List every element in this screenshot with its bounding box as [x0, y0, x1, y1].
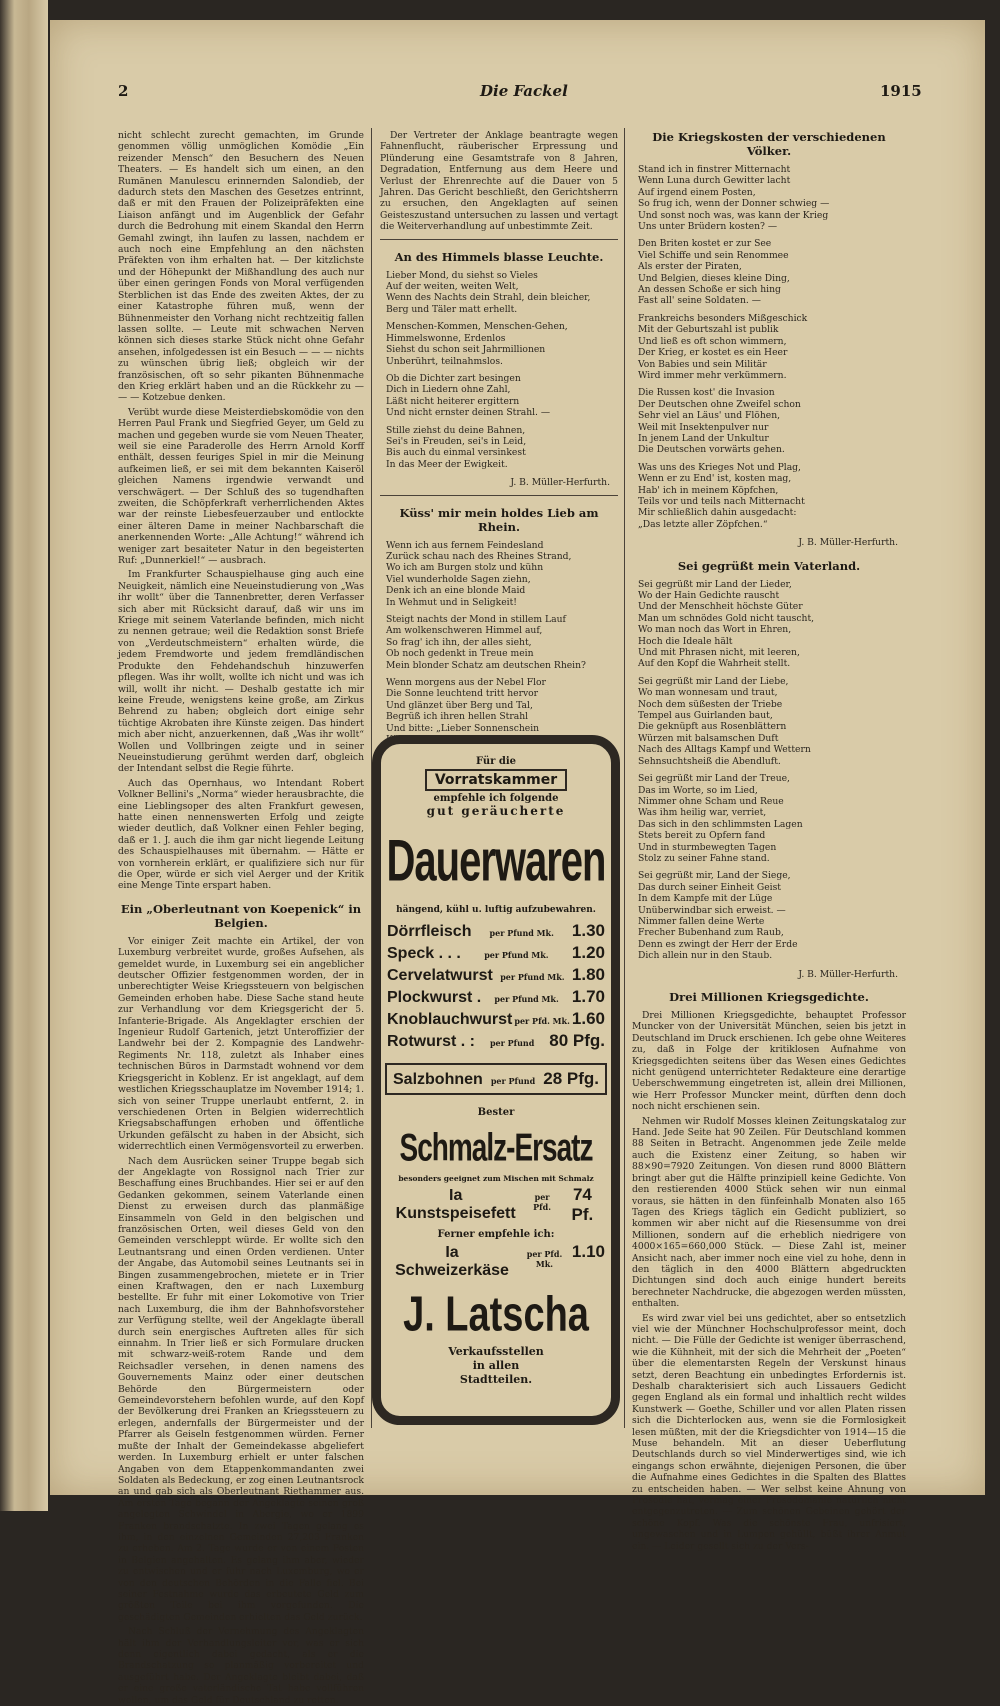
- poem-line: Menschen-Kommen, Menschen-Gehen,: [386, 321, 568, 333]
- poem-line: Stille ziehst du deine Bahnen,: [386, 424, 526, 436]
- poem-line: Denn es zwingt der Herr der Erde: [638, 938, 798, 950]
- ad-item-price: 1.80: [571, 965, 605, 984]
- article-heading: Ein „Oberleutnant von Koepenick“ in Belgien.: [120, 901, 362, 930]
- article-heading: Drei Millionen Kriegsgedichte.: [669, 990, 869, 1004]
- ad-item-unit: per Pfund Mk.: [494, 994, 559, 1004]
- poem-line: Wo man wonnesam und traut,: [638, 687, 778, 699]
- poem-line: Was uns des Krieges Not und Plag,: [638, 461, 801, 473]
- ad-price-row: [381, 1009, 611, 1029]
- ad-fuer-die: Für die: [475, 756, 517, 767]
- ad-item-price: 1.70: [571, 987, 605, 1006]
- ad-price-row: [381, 987, 611, 1007]
- book-spine-edge: [0, 0, 48, 1511]
- poem: [632, 579, 906, 962]
- poem-line: Wenn des Nachts dein Strahl, dein bleicher,: [386, 292, 591, 304]
- poem-line: Nach des Alltags Kampf und Wettern: [638, 744, 811, 756]
- poem-line: Und bitte: „Lieber Sonnenschein: [386, 722, 540, 734]
- poem-line: Sei gegrüßt mir Land der Treue,: [638, 773, 790, 785]
- article-paragraph: Nach Schluß der Vernehmung des Angeklagten hält ihm der Verhandlungsleiter vor, was er sich denn eigentlich dabei gedacht, als er die Brandschatzung so planmäßig vorbereitet und ausgeführt habe. Der Angeklagte bleibt dabei, daß er eine große vaterländische Tat habe vollführen wollen, um das Geld für Deutschland zu retten.: [118, 1626, 364, 1706]
- poem-line: Hab' ich in meinem Köpfchen,: [638, 484, 779, 496]
- article-paragraph: Im Frankfurter Schauspielhause ging auch eine Neuigkeit, nämlich eine Neueinstudierung von „Was ihr wollt“ über die Tannenbretter, deren Verfasser sich aber mit Rücksicht darauf, daß wir uns im Kriege mit seinem Vaterlande befinden, mich nicht zu nennen getraue; weil die Redaktion sonst Briefe von „Verdeutschmeistern“ erhalten würde, die jedem Fremdworte und jedem fremdländischen Produkte den Fehdehandschuh hinzuwerfen pflegen. Was ihr wollt, wollte ich nicht und was ich will, wollt ihr nicht. — Deshalb gestatte ich mir keine Freude, wenigstens keine große, am Zirkus Behrend zu haben; obgleich dort einige sehr tüchtige Akrobaten ihre Künste zeigen. Das hindert mich aber nicht, anzuerkennen, daß „Was ihr wollt“ Wollen und Vollbringen zeigte und in seiner Neueinstudierung gerühmt werden darf, obgleich der Intendant selbst die Regie führte.: [118, 569, 364, 775]
- poem-signature: J. B. Müller-Herfurth.: [798, 537, 898, 549]
- poem-line: Unberührt, teilnahmslos.: [386, 355, 503, 367]
- poem-line: Wenn ich aus fernem Feindesland: [386, 539, 544, 551]
- poem-line: Mir schließlich dahin ausgedacht:: [638, 507, 797, 519]
- poem-line: So frug ich, wenn der Donner schwieg —: [638, 198, 830, 210]
- poem-line: So frag' ich ihn, der alles sieht,: [386, 636, 532, 648]
- ad-verk-3: Stadtteilen.: [459, 1373, 533, 1386]
- poem-line: Und in sturmbewegten Tagen: [638, 841, 777, 853]
- ad-kaese-unit: per Pfd. Mk.: [526, 1249, 563, 1269]
- poem-line: Und mit Phrasen nicht, mit leeren,: [638, 647, 800, 659]
- ad-item-unit: per Pfund: [489, 1038, 535, 1048]
- poem-line: Den Briten kostet er zur See: [638, 238, 772, 250]
- poem-line: Nimmer ohne Scham und Reue: [638, 795, 784, 807]
- poem-line: Und glänzet über Berg und Tal,: [386, 699, 533, 711]
- poem-line: Am wolkenschweren Himmel auf,: [386, 625, 543, 637]
- newspaper-title: Die Fackel: [480, 82, 568, 100]
- column-1: [118, 130, 364, 1706]
- poem-signature: J. B. Müller-Herfurth.: [510, 477, 610, 489]
- ad-price-row: [381, 1031, 611, 1051]
- ad-header: [381, 756, 611, 1387]
- poem-line: Viel Schiffe und sein Renommee: [638, 249, 789, 261]
- poem-line: Sei gegrüßt mir, Land der Siege,: [638, 870, 791, 882]
- poem-signature: J. B. Müller-Herfurth.: [798, 968, 898, 980]
- poem-line: Läßt nicht heiterer ergittern: [386, 395, 520, 407]
- poem-title: Sei gegrüßt mein Vaterland.: [677, 558, 861, 573]
- poem-line: Sei gegrüßt mir Land der Lieder,: [638, 578, 792, 590]
- poem-line: Sehnsuchtsheiß die Abendluft.: [638, 755, 781, 767]
- poem-line: Teils vor und teils nach Mitternacht: [638, 495, 805, 507]
- ad-item-name: Knoblauchwurst: [387, 1011, 513, 1028]
- poem-line: Nimmer fallen deine Werte: [638, 915, 765, 927]
- poem-line: Von Babies und sein Militär: [638, 358, 767, 370]
- ad-salz-unit: per Pfund: [490, 1076, 536, 1086]
- poem-line: Die Sonne leuchtend tritt hervor: [386, 688, 539, 700]
- ad-firm: J. Latscha: [403, 1287, 589, 1343]
- article-paragraph: Der Vertreter der Anklage beantragte wegen Fahnenflucht, räuberischer Erpressung und Plünderung eine Gesamtstrafe von 8 Jahren, Degradation, Entfernung aus dem Heere und Verlust der Ehrenrechte auf die Dauer von 5 Jahren. Das Gericht beschließt, den Gerichtsherrn zu ersuchen, den Angeklagten auf seinen Geisteszustand untersuchen zu lassen und vertagt die Weiterverhandlung auf unbestimmte Zeit.: [380, 130, 618, 233]
- ad-salz-name: Salzbohnen: [393, 1071, 483, 1088]
- poem-line: Bis auch du einmal versinkest: [386, 447, 526, 459]
- poem-line: Himmelswonne, Erdenlos: [386, 332, 506, 344]
- column-rule-2: [624, 128, 625, 1428]
- poem-line: Berg und Täler matt erhellt.: [386, 303, 518, 315]
- ad-vorratskammer: Vorratskammer: [425, 769, 567, 791]
- ad-salzbohnen-box: [385, 1063, 607, 1095]
- poem-line: Wenn morgens aus der Nebel Flor: [386, 677, 546, 689]
- poem-line: Wenn Luna durch Gewitter lacht: [638, 175, 791, 187]
- poem-line: Wenn er zu End' ist, kosten mag,: [638, 473, 792, 485]
- poem-line: Steigt nachts der Mond in stillem Lauf: [386, 614, 566, 625]
- poem-line: Die Russen kost' die Invasion: [638, 387, 775, 399]
- poem-line: Man um schnödes Gold nicht tauscht,: [638, 612, 815, 624]
- poem-line: Hoch die Ideale hält: [638, 635, 733, 647]
- ad-item-name: Dörrfleisch: [387, 923, 472, 940]
- poem-line: Ob noch gedenkt in Treue mein: [386, 648, 534, 660]
- poem-line: Begrüß ich ihren hellen Strahl: [386, 711, 529, 723]
- poem-line: Zurück schau nach des Rheines Strand,: [386, 550, 572, 562]
- poem-line: Stolz zu seiner Fahne stand.: [638, 852, 770, 864]
- page-year: 1915: [880, 82, 922, 100]
- ad-kaese-name: Ia Schweizerkäse: [395, 1244, 509, 1279]
- poem: [380, 270, 618, 471]
- column-3: [632, 130, 906, 1552]
- poem-line: Das sich in den schlimmsten Lagen: [638, 818, 803, 830]
- poem-line: Als erster der Piraten,: [638, 261, 742, 273]
- poem-line: In jenem Land der Unkultur: [638, 432, 769, 444]
- article-paragraph: Verübt wurde diese Meisterdiebskomödie von den Herren Paul Frank und Siegfried Geyer, um Geld zu machen und gegeben wurde sie vom Neuen Theater, weil sie eine Paraderolle des Herrn Arnold Korff enthält, dessen feuriges Spiel in mir die Meinung aufkeimen ließ, er sei mit dem bekannten Kaiseröl gleichen Namens irgendwie verwandt und verschwägert. — Der Schluß des so tugendhaften zweiten, die Schöpferkraft verherrlichenden Aktes war der reinste Liebesfeuerzauber und entlockte einer älteren Dame in meiner Nachbarschaft die anerkennenden Worte: „Alle Achtung!“ während ich weniger zart besaiteter Natur in den begeisterten Ruf: „Dunnerkiel!“ — ausbrach.: [118, 406, 364, 567]
- ad-item-name: Plockwurst .: [387, 989, 482, 1006]
- ad-item-price: 1.60: [571, 1009, 605, 1028]
- poem-line: Uns unter Brüdern kosten? —: [638, 221, 778, 233]
- section-divider: [380, 239, 618, 240]
- ad-verk-2: in allen: [472, 1359, 520, 1372]
- ad-item-price: 1.20: [571, 943, 605, 962]
- ad-kunst-row: [381, 1185, 611, 1225]
- poem-line: Auf der weiten, weiten Welt,: [386, 281, 519, 293]
- poem-line: Und ließ es oft schon wimmern,: [638, 335, 787, 347]
- poem-title: Die Kriegskosten der verschiedenen Völker.: [652, 130, 886, 158]
- poem-line: Fast all' seine Soldaten. —: [638, 295, 761, 307]
- ad-kunst-price: 74 Pf.: [571, 1185, 594, 1224]
- poem-line: Wird immer mehr verkümmern.: [638, 369, 787, 381]
- poem-line: Wo der Hain Gedichte rauscht: [638, 590, 780, 601]
- article-paragraph: Nach dem Ausrücken seiner Truppe begab sich der Angeklagte von Rossignol nach Trier zur Beschaffung eines Bruchbandes. Hier sei er auf den Gedanken gekommen, seinem Vaterlande einen Dienst zu erweisen durch das planmäßige Einsammeln von Geld in den belgischen und französischen Orten, weil dieses Geld von den Gemeinden verschleppt würde. Er wollte sich den Leutnantsrang und einen Orden verdienen. Unter der Angabe, das Automobil seines Leutnants sei in Bingen zusammengebrochen, mietete er in Trier einen Kraftwagen, den er nach Luxemburg bestellte. Er fuhr mit einer Lokomotive von Trier nach Luxemburg, die ihm der Bahnhofsvorsteher zur Verfügung stellte, weil der Angeklagte überall durch sein energisches Auftreten alles für sich einnahm. In Trier ließ er sich Formulare drucken mit schwarz-weiß-rotem Rande und dem Reichsadler versehen, in denen namens des Gouvernements Mainz oder einer deutschen Behörde den Bürgermeistern oder Gemeindevorstehern befohlen wurde, auf den Kopf der Bevölkerung drei Franken an Kriegssteuern zu erlegen, andernfalls der Bürgermeister und der Pfarrer als Geiseln festgenommen würden. Ferner mußte der Inhalt der Gemeindekasse abgeliefert werden. In Luxemburg erhielt er unter falschen Angaben von dem Etappenkommandanten zwei Soldaten als Bedeckung, er zog einen Leutnantsrock an und gab sich als Oberleutnant Riethammer aus. Am ersten Tage begann der Angeklagte seinen groß angelegten Schwindel in Abergie, wo er 1899 Franken brandschatzte. In zwei Tagen gelang es ihm, in den einzelnen Gemeinden 27,203 Franken zu erheben. Am 2. Tage wurde er von einem Posten in Belgien angehalten. Es gelang ihm aber, wieder zu entwischen und er fuhr nach Luxemburg, wo er von den deutschen Behörden in die Falle fiel. Bei seiner Festnahme wurde das erbeutete Geld zum größten Teile bei ihm vorgefunden. Die geschädigten Gemeinden erhielten das Geld zurück.: [118, 1155, 364, 1623]
- ad-item-price: 1.30: [571, 921, 605, 940]
- poem-line: Und sonst noch was, was kann der Krieg: [638, 209, 829, 221]
- poem-line: Stand ich in finstrer Mitternacht: [638, 164, 791, 175]
- poem-line: Und Belgien, dieses kleine Ding,: [638, 272, 790, 284]
- ad-price-row: [381, 965, 611, 985]
- latscha-advertisement: [372, 735, 620, 1425]
- ad-item-name: Speck . . .: [387, 945, 461, 962]
- article-paragraph: nicht schlecht zurecht gemachten, im Grunde genommen völlig unmöglichen Komödie „Ein reizender Mensch“ den Besuchern des Neuen Theaters. — Es handelt sich um einen, an den Rumänen Manulescu erinnernden Salondieb, der dadurch stets den Maschen des Gesetzes entrinnt, daß er mit den Frauen der Polizeipräfekten eine Liaison anfängt und im Augenblick der Gefahr durch die Bedrohung mit einem Skandal den Herrn Gemahl zwingt, ihn laufen zu lassen, nachdem er auch noch eine Empfehlung an den nächsten Präfekten von ihm erhalten hat. — Der kitzlichste und der Höhepunkt der Mißhandlung des auch nur über einen geringen Fonds von Moral verfügenden Sterblichen ist das Ende des zweiten Aktes, der zu einer Katastrophe führen muß, wenn der Bühnenmeister den Vorhang nicht rechtzeitig fallen lassen sollte. — Leute mit schwachen Nerven können sich dieses starke Stück nicht ohne Gefahr ansehen, infolgedessen ist ein Besuch — — — nichts zu wünschen übrig ließ; obgleich wir der französischen, oft so sehr pikanten Bühnenmache den Krieg erklärt haben und an die Rückkehr zu — — — Kotzebue denken.: [118, 130, 364, 404]
- ad-kunst-name: Ia Kunstspeisefett: [395, 1187, 516, 1222]
- poem-line: Mit der Geburtszahl ist publik: [638, 324, 779, 336]
- poem-line: Frecher Bubenhand zum Raub,: [638, 927, 784, 939]
- section-divider: [380, 495, 618, 496]
- poem-line: Tempel aus Guirlanden baut,: [638, 710, 773, 722]
- poem-line: Das im Worte, so im Lied,: [638, 784, 758, 796]
- ad-item-price: 80 Pfg.: [549, 1031, 605, 1050]
- poem-title: Küss' mir mein holdes Lieb am Rhein.: [399, 505, 599, 534]
- poem-line: Stets bereit zu Opfern fand: [638, 830, 766, 842]
- poem-line: Frankreichs besonders Mißgeschick: [638, 312, 808, 324]
- poem-line: An dessen Schoße er sich hing: [638, 284, 781, 296]
- poem: [380, 540, 618, 746]
- poem-line: Sei gegrüßt mir Land der Liebe,: [638, 675, 789, 687]
- ad-besonders: besonders geeignet zum Mischen mit Schmalz: [398, 1174, 594, 1183]
- article-paragraph: Auch das Opernhaus, wo Intendant Robert Volkner Bellini's „Norma“ wieder herausbrachte, die eine Lieblingsoper des alten Frankfurt gewesen, hatte einen nennenswerten Erfolg und zeigte wieder deutlich, daß Volkner einen Fehler beging, daß er 1. J. auch die ihm gar nicht liegende Leitung des Schauspielhauses mit übernahm. — Hätte er von vornherein erklärt, er qualifiziere sich nur für die Oper, würde er sich viel Aerger und der Kritik eine Menge Tinte erspart haben.: [118, 777, 364, 892]
- ad-kunst-unit: per Pfd.: [533, 1192, 551, 1212]
- article-paragraph: Nehmen wir Rudolf Mosses kleinen Zeitungskatalog zur Hand. Jede Seite hat 90 Zeilen. Für Deutschland kommen 88 Seiten in Betracht. Angenommen jede Zeile melde auch die Existenz einer Zeitung, so haben wir 88×90=7920 Zeitungen. Von diesen rund 8000 Blättern bringt aber gut die Hälfte prinzipiell keine Gedichte. Von den restierenden 4000 Stück sehen wir nun einmal voraus, sie hätten in den fünfeinhalb Monaten also 165 Tagen des Kriegs täglich ein Gedicht publiziert, so kommen wir aber nicht auf die Riesensumme von drei Millionen, sondern auf die erheblich niedrigere von 4000×165=660,000 Stück. — Diese Zahl ist, meiner Ansicht nach, aber immer noch eine viel zu hohe, denn in den täglich in den 4000 Blättern abgedruckten Dichtungen sind doch auch einige hundert bereits berechneter Nachdrucke, die abgezogen werden müssten, enthalten.: [632, 1115, 906, 1310]
- poem-line: Siehst du schon seit Jahrmillionen: [386, 344, 546, 356]
- ad-haengend: hängend, kühl u. luftig aufzubewahren.: [396, 905, 596, 915]
- poem-line: Das durch seiner Einheit Geist: [638, 881, 781, 893]
- ad-item-unit: per Pfund Mk.: [500, 972, 565, 982]
- poem-line: Sehr viel an Läus' und Flöhen,: [638, 410, 781, 422]
- ad-kaese-row: [381, 1242, 611, 1280]
- poem-line: Auf den Kopf die Wahrheit stellt.: [638, 658, 791, 670]
- poem-line: Weil mit Insektenpulver nur: [638, 421, 769, 433]
- column-2: [380, 130, 618, 734]
- poem-line: Noch dem süßesten der Triebe: [638, 698, 783, 710]
- poem-line: Die geknüpft aus Rosenblättern: [638, 721, 787, 733]
- poem-line: Unüberwindbar sich erweist. —: [638, 904, 786, 916]
- article-paragraph: Vor einiger Zeit machte ein Artikel, der von Luxemburg verbreitet wurde, großes Aufsehen, als gemeldet wurde, in Luxemburg sei ein angeblicher deutscher Offizier festgenommen worden, der in unberechtigter Weise Kriegssteuern von belgischen Gemeinden erhoben habe. Diese Sache stand heute zur Verhandlung vor dem Kriegsgericht der 5. Infanterie-Brigade. Als Angeklagter erschien der Ingenieur Rudolf Gartenich, jetzt Unteroffizier der Landwehr bei der 2. Kompagnie des Landwehr-Regiments Nr. 118, zuletzt als Inhaber eines technischen Büros in Darmstadt wohnend vor dem Kriegsgericht in Koblenz. Er ist angeklagt, auf dem westlichen Kriegsschauplatze im November 1914; 1. sich von seiner Truppe unerlaubt entfernt, 2. in verschiedenen Orten in Belgien widerrechtlich Kriegsabschaffungen erhoben und öffentliche Urkunden gefälscht zu haben in der Absicht, sich widerrechtlich einen Vermögensvorteil zu erwerben.: [118, 935, 364, 1153]
- poem-line: Dich allein nur in den Staub.: [638, 950, 773, 962]
- poem-line: Der Deutschen ohne Zweifel schon: [638, 398, 801, 410]
- poem-line: Und der Menschheit höchste Güter: [638, 601, 803, 613]
- ad-gut: gut geräucherte: [426, 804, 566, 818]
- ad-schmalz: Schmalz-Ersatz: [399, 1125, 593, 1169]
- poem: [632, 164, 906, 530]
- ad-salz-price: 28 Pfg.: [543, 1069, 599, 1088]
- poem-line: Viel wunderholde Sagen ziehn,: [386, 573, 531, 585]
- poem-line: Die Deutschen vorwärts gehen.: [638, 444, 785, 456]
- ad-verk-1: Verkaufsstellen: [448, 1345, 544, 1358]
- ad-bester: Bester: [477, 1107, 515, 1118]
- ad-item-name: Cervelatwurst: [387, 967, 493, 984]
- poem-line: In dem Kampfe mit der Lüge: [638, 893, 773, 905]
- poem-line: Würzen mit balsamschen Duft: [638, 732, 779, 744]
- poem-line: Dich in Liedern ohne Zahl,: [386, 384, 511, 396]
- poem-line: „Das letzte aller Zöpfchen.“: [638, 518, 768, 530]
- ad-item-unit: per Pfund Mk.: [484, 950, 549, 960]
- article-paragraph: Es wird zwar viel bei uns gedichtet, aber so entsetzlich viel wie der Münchner Hochschulprofessor meint, doch nicht. — Die Fülle der Gedichte ist weniger überraschend, wie die Kühnheit, mit der sich die Mehrheit der „Poeten“ über die elementarsten Regeln der Verskunst hinaus setzt, deren Beachtung ein unbedingtes Erfordernis ist. Deshalb charakterisiert sich auch Lissauers Gedicht gegen England als ein formal und inhaltlich recht wildes Kunstwerk — Goethe, Schiller und vor allen Platen rissen sich die Dichterlocken aus, wenn sie die Formlosigkeit lesen müßten, mit der die Kriegsdichter von 1914—15 die Muse behandeln. Mit an dieser Ueberflutung Deutschlands durch so viel Minderwertiges sind, wie ich eingangs schon erwähnte, diejenigen Personen, die über die Aufnahme eines Gedichtes in die Spalten des Blattes zu entscheiden haben. — Wer selbst keine Ahnung von Prosodie hat, vermag einer Prosodomanie natürlich nicht entgegenzutreten. — Zum schönen Gebeinen gehört der schöne Kopf. Was die schönste Frau, unfrisiert, ungewaschen und in Lumpen gehüllt, büßt ihrer Anmut ein. — Leider gesellt sich zu der Vers-: [632, 1312, 906, 1552]
- page-number: 2: [118, 82, 129, 100]
- ad-kaese-price: 1.10: [571, 1242, 605, 1261]
- ad-price-list: [381, 921, 611, 1051]
- ad-ferner: Ferner empfehle ich:: [437, 1229, 555, 1240]
- poem-line: Wo man noch das Wort in Ehren,: [638, 624, 792, 636]
- poem-line: Sei's in Freuden, sei's in Leid,: [386, 435, 527, 447]
- ad-item-name: Rotwurst . :: [387, 1033, 475, 1050]
- poem-line: In das Meer der Ewigkeit.: [386, 458, 508, 470]
- poem-line: In Wehmut und in Seligkeit!: [386, 596, 517, 608]
- ad-price-row: [381, 921, 611, 941]
- poem-title: An des Himmels blasse Leuchte.: [394, 249, 604, 264]
- ad-dauerwaren: Dauerwaren: [386, 829, 606, 894]
- ad-empfehle: empfehle ich folgende: [433, 793, 559, 804]
- poem-line: Auf irgend einem Posten,: [638, 186, 756, 198]
- poem-line: Lieber Mond, du siehst so Vieles: [386, 269, 538, 281]
- poem-line: Was ihm heilig war, verriet,: [638, 807, 767, 819]
- poem-line: Ob die Dichter zart besingen: [386, 372, 521, 384]
- poem-line: Und nicht ernster deinen Strahl. —: [386, 407, 551, 419]
- poem-line: Denk ich an eine blonde Maid: [386, 585, 526, 597]
- poem-line: Wo ich am Burgen stolz und kühn: [386, 562, 544, 574]
- poem-line: Mein blonder Schatz am deutschen Rhein?: [386, 659, 586, 671]
- poem-line: Der Krieg, er kostet es ein Heer: [638, 347, 788, 359]
- ad-item-unit: per Pfd. Mk.: [514, 1016, 570, 1026]
- article-paragraph: Drei Millionen Kriegsgedichte, behauptet Professor Muncker von der Universität München, seien bis jetzt in Deutschland im Druck erschienen. Ich gebe ohne Weiteres zu, daß in Folge der kritiklosen Aufnahme von Kriegsgedichten seitens über das Wesen eines Gedichtes nicht genügend unterrichteter Redakteure eine derartige Ueberschwemmung eingetreten ist, allein drei Millionen, wie Herr Professor Muncker meint, dürften denn doch noch nicht erschienen sein.: [632, 1010, 906, 1113]
- ad-price-row: [381, 943, 611, 963]
- ad-item-unit: per Pfund Mk.: [489, 928, 554, 938]
